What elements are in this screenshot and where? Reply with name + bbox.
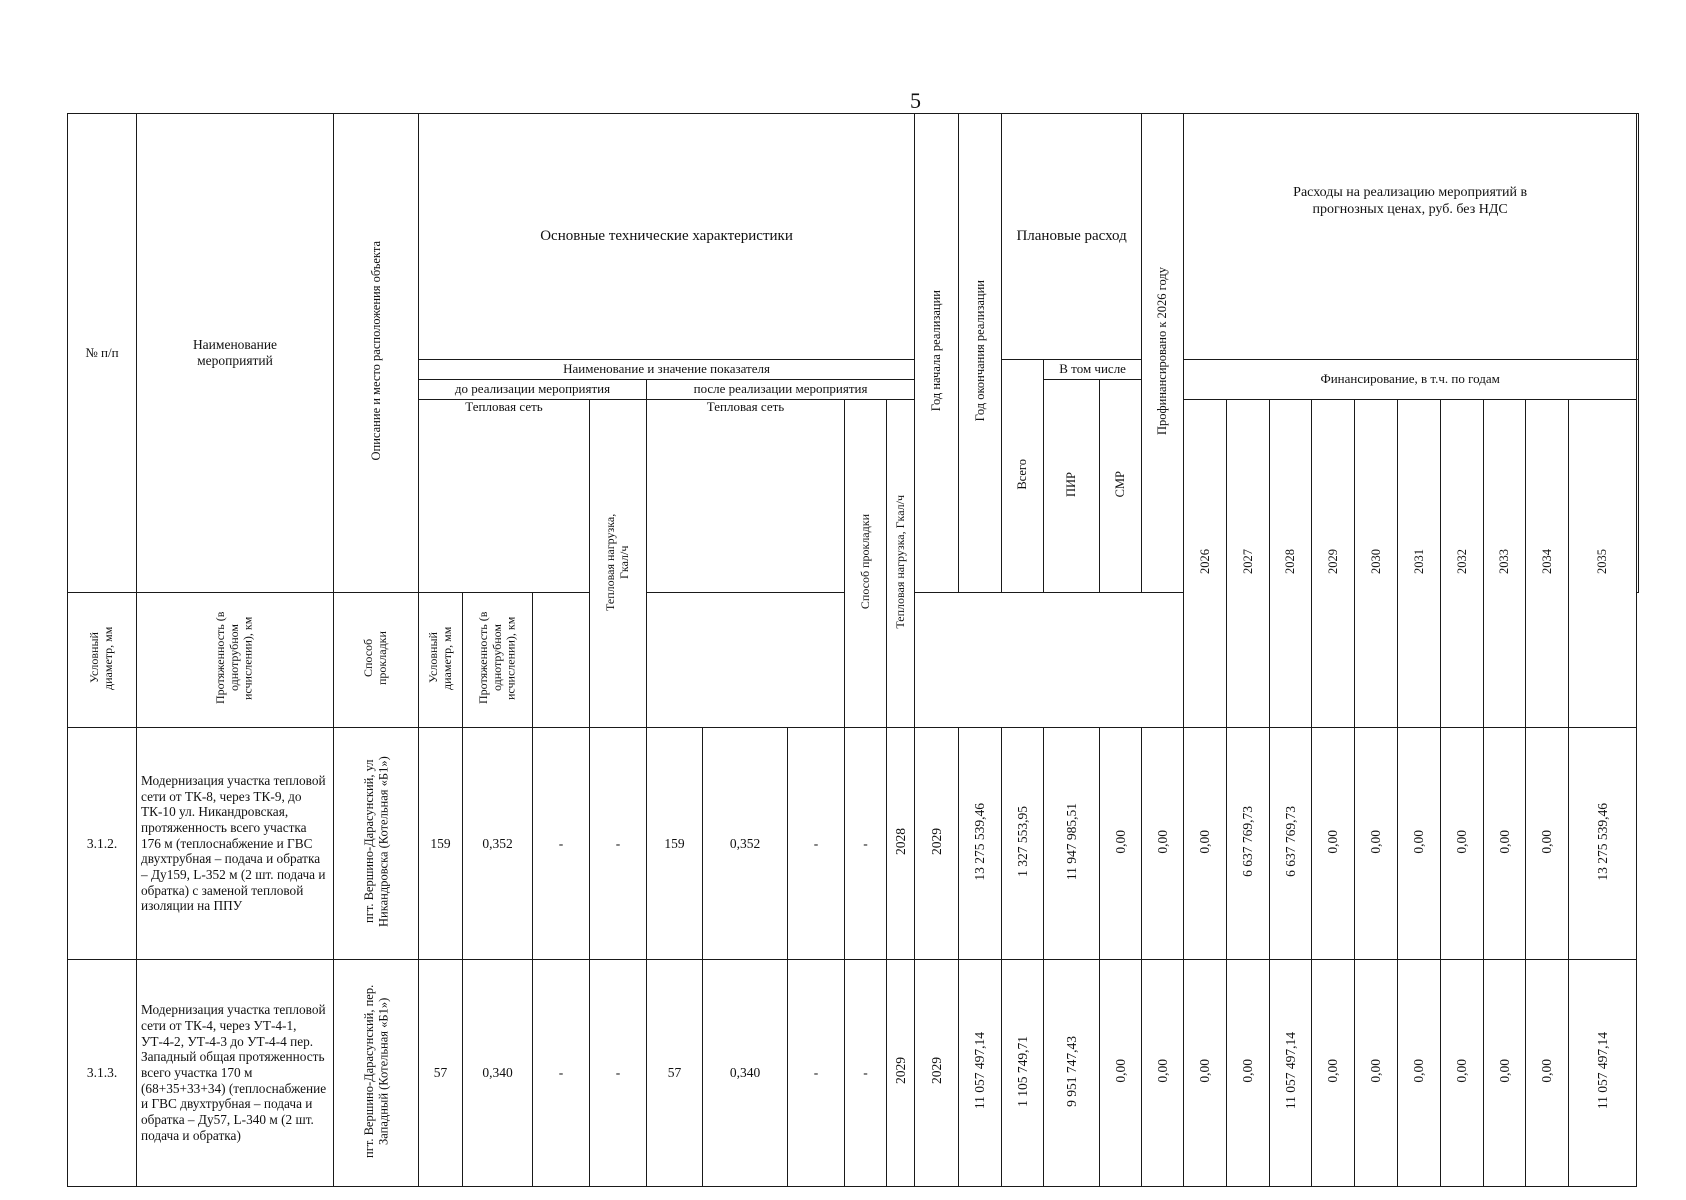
cell-pir-text: 1 327 553,95 xyxy=(1014,806,1030,877)
header-year-text: 2032 xyxy=(1454,549,1469,574)
header-expenses xyxy=(1184,114,1637,360)
header-total xyxy=(1002,360,1044,593)
header-method-before-text: Способ прокладки xyxy=(361,631,389,685)
header-length-before-text: Протяженность (в однотрубном исчислении), км xyxy=(213,611,255,705)
header-load-before-text: Тепловая нагрузка, Гкал/ч xyxy=(603,512,631,611)
header-prefinanced xyxy=(1142,114,1184,593)
header-year-2033 xyxy=(1484,400,1526,728)
cell-prefinanced xyxy=(1100,959,1142,1186)
cell-year-value-text: 0,00 xyxy=(1368,1059,1384,1083)
header-diameter-before-text: Условный диаметр, мм xyxy=(87,626,115,690)
cell-year-value-text: 0,00 xyxy=(1368,829,1384,854)
cell-year-value xyxy=(1312,727,1355,959)
header-smr-text: СМР xyxy=(1113,470,1128,498)
header-profit xyxy=(1637,360,1639,593)
cell-total xyxy=(959,959,1002,1186)
header-expenses-text: Расходы на реализацию мероприятий в прогнозных ценах, руб. без НДС xyxy=(1293,185,1528,217)
cell-load-before: - xyxy=(590,727,647,959)
cell-year-value-text: 6 637 769,73 xyxy=(1240,806,1256,877)
cell-smr-text: 9 951 747,43 xyxy=(1063,1035,1079,1107)
header-after: после реализации мероприятия xyxy=(647,380,915,400)
cell-year-value xyxy=(1355,959,1398,1186)
header-length-after xyxy=(463,593,533,728)
header-prefinanced-text: Профинансировано к 2026 году xyxy=(1155,267,1170,436)
cell-year-start xyxy=(887,727,915,959)
cell-len-before: 0,352 xyxy=(463,727,533,959)
header-year-2027 xyxy=(1227,400,1270,728)
cell-profit xyxy=(1569,959,1637,1186)
cell-year-value xyxy=(1484,959,1526,1186)
header-length-before xyxy=(137,593,334,728)
row-location xyxy=(334,959,419,1186)
cell-d-before: 57 xyxy=(419,959,463,1186)
cell-year-value-text: 0,00 xyxy=(1496,1059,1512,1083)
row-location xyxy=(334,727,419,959)
investment-table xyxy=(67,113,1639,1187)
cell-year-value-text: 0,00 xyxy=(1197,1059,1213,1083)
header-name-text: Наименование мероприятий xyxy=(192,337,278,368)
cell-year-start xyxy=(887,959,915,1186)
cell-load-after: - xyxy=(845,959,887,1186)
header-indicator: Наименование и значение показателя xyxy=(419,360,915,380)
cell-method-before: - xyxy=(533,727,590,959)
cell-smr xyxy=(1044,959,1100,1186)
header-year-text: 2034 xyxy=(1539,549,1554,574)
header-year-text: 2035 xyxy=(1595,549,1610,574)
header-load-after xyxy=(887,400,915,728)
header-financing: Финансирование, в т.ч. по годам xyxy=(1184,360,1637,400)
cell-year-end xyxy=(915,959,959,1186)
cell-year-value xyxy=(1270,959,1312,1186)
cell-pir xyxy=(1002,959,1044,1186)
cell-year-value xyxy=(1398,727,1441,959)
cell-profit-text: 11 057 497,14 xyxy=(1594,1032,1610,1110)
header-num: № п/п xyxy=(68,114,137,593)
cell-prefinanced xyxy=(1100,727,1142,959)
cell-year-value xyxy=(1526,727,1569,959)
cell-year-value xyxy=(1184,727,1227,959)
header-smr xyxy=(1100,380,1142,593)
cell-year-value-text: 0,00 xyxy=(1325,1059,1341,1083)
header-sources xyxy=(1637,114,1639,360)
cell-len-after: 0,352 xyxy=(703,727,788,959)
header-year-text: 2028 xyxy=(1283,549,1298,574)
header-year-2031 xyxy=(1398,400,1441,728)
header-year-2034 xyxy=(1526,400,1569,728)
cell-total xyxy=(959,727,1002,959)
header-profit-text xyxy=(1637,399,1638,549)
header-pir xyxy=(1044,380,1100,593)
cell-year-value-text: 0,00 xyxy=(1539,829,1555,854)
cell-year-value-text: 0,00 xyxy=(1154,829,1170,854)
cell-year-value xyxy=(1270,727,1312,959)
row-location-text: пгт. Вершино-Дарасунский, ул Никандровска (Котельная «Б1») xyxy=(361,756,390,927)
header-year-2032 xyxy=(1441,400,1484,728)
cell-year-value xyxy=(1526,959,1569,1186)
header-year-2035 xyxy=(1569,400,1637,728)
cell-year-value xyxy=(1398,959,1441,1186)
header-year-start-text: Год начала реализации xyxy=(929,290,944,412)
header-name xyxy=(137,114,334,593)
cell-load-after: - xyxy=(845,727,887,959)
cell-year-value xyxy=(1484,727,1526,959)
header-load-before xyxy=(590,400,647,728)
cell-year-value-text: 0,00 xyxy=(1154,1059,1170,1083)
header-year-text: 2026 xyxy=(1197,549,1212,574)
header-including: В том числе xyxy=(1044,360,1142,380)
header-year-text: 2027 xyxy=(1240,549,1255,574)
cell-year-value xyxy=(1184,959,1227,1186)
header-diameter-after xyxy=(419,593,463,728)
cell-smr-text: 11 947 985,51 xyxy=(1063,802,1079,881)
cell-year-value-text: 0,00 xyxy=(1411,1059,1427,1083)
header-sources-text xyxy=(1637,120,1638,350)
row-name: Модернизация участка тепловой сети от ТК-8, через ТК-9, до ТК-10 ул. Никандровская, протяженность всего участка 176 м (теплоснабжение и ГВС двухтрубная – подача и обратка – Ду159, L-352 м (2 шт. подача и обратка) с заменой тепловой изоляции на ППУ xyxy=(137,727,334,959)
cell-total-text: 13 275 539,46 xyxy=(972,802,988,881)
cell-year-start-text: 2029 xyxy=(892,1057,908,1085)
cell-year-value-text: 0,00 xyxy=(1411,829,1427,854)
cell-year-value-text: 0,00 xyxy=(1454,1059,1470,1083)
cell-method-before: - xyxy=(533,959,590,1186)
header-year-text: 2029 xyxy=(1325,549,1340,574)
row-location-text: пгт. Вершино-Дарасунский, пер. Западный (Котельная «Б1») xyxy=(361,984,390,1158)
header-pir-text: ПИР xyxy=(1064,471,1079,497)
cell-pir-text: 1 105 749,71 xyxy=(1014,1035,1030,1107)
header-heat-net-after: Тепловая сеть xyxy=(647,400,845,593)
table-row xyxy=(68,959,1639,1186)
cell-year-value xyxy=(1142,959,1184,1186)
cell-prefinanced-text: 0,00 xyxy=(1112,1059,1128,1083)
header-tech: Основные технические характеристики xyxy=(419,114,915,360)
row-num: 3.1.2. xyxy=(68,727,137,959)
header-before: до реализации мероприятия xyxy=(419,380,647,400)
cell-year-value-text: 0,00 xyxy=(1454,829,1470,854)
cell-year-value-text: 0,00 xyxy=(1496,829,1512,854)
header-load-after-text: Тепловая нагрузка, Гкал/ч xyxy=(892,494,907,629)
row-num: 3.1.3. xyxy=(68,959,137,1186)
header-diameter-before xyxy=(68,593,137,728)
cell-year-end xyxy=(915,727,959,959)
cell-method-after: - xyxy=(788,959,845,1186)
cell-year-value xyxy=(1227,959,1270,1186)
cell-prefinanced-text: 0,00 xyxy=(1112,829,1128,854)
header-year-text: 2033 xyxy=(1497,549,1512,574)
cell-year-value xyxy=(1441,959,1484,1186)
cell-smr xyxy=(1044,727,1100,959)
cell-year-value xyxy=(1355,727,1398,959)
cell-total-text: 11 057 497,14 xyxy=(972,1032,988,1110)
header-location-text: Описание и место расположения объекта xyxy=(368,241,383,461)
cell-year-value-text: 6 637 769,73 xyxy=(1282,806,1298,877)
header-year-2030 xyxy=(1355,400,1398,728)
header-diameter-after-text: Условный диаметр, мм xyxy=(425,626,454,690)
cell-year-start-text: 2028 xyxy=(892,827,908,855)
cell-profit-text: 13 275 539,46 xyxy=(1594,802,1610,881)
row-name: Модернизация участка тепловой сети от ТК-4, через УТ-4-1, УТ-4-2, УТ-4-3 до УТ-4-4 пер. Западный общая протяженность всего участка 170 м (68+35+33+34) (теплоснабжение и ГВС двухтрубная – подача и обратка – Ду57, L-340 м (2 шт. подача и обратка) xyxy=(137,959,334,1186)
table-row xyxy=(68,727,1639,959)
cell-load-before: - xyxy=(590,959,647,1186)
cell-d-before: 159 xyxy=(419,727,463,959)
cell-profit xyxy=(1569,727,1637,959)
cell-year-value-text: 0,00 xyxy=(1325,829,1341,854)
cell-year-value xyxy=(1227,727,1270,959)
header-heat-net-before: Тепловая сеть xyxy=(419,400,590,593)
cell-year-value xyxy=(1312,959,1355,1186)
header-length-after-text: Протяженность (в однотрубном исчислении), км xyxy=(475,611,518,705)
header-location xyxy=(334,114,419,593)
cell-method-after: - xyxy=(788,727,845,959)
cell-d-after: 57 xyxy=(647,959,703,1186)
cell-year-end-text: 2029 xyxy=(928,1057,944,1085)
header-method-before xyxy=(334,593,419,728)
cell-year-value-text: 11 057 497,14 xyxy=(1282,1032,1298,1110)
header-year-2029 xyxy=(1312,400,1355,728)
header-year-text: 2030 xyxy=(1368,549,1383,574)
cell-year-value xyxy=(1142,727,1184,959)
cell-year-end-text: 2029 xyxy=(928,827,944,855)
header-year-2026 xyxy=(1184,400,1227,728)
cell-d-after: 159 xyxy=(647,727,703,959)
header-total-text: Всего xyxy=(1015,458,1030,490)
header-year-end-text: Год окончания реализации xyxy=(972,280,987,422)
header-planned: Плановые расход xyxy=(1002,114,1142,360)
cell-year-value xyxy=(1441,727,1484,959)
cell-year-value-text: 0,00 xyxy=(1539,1059,1555,1083)
page-number: 5 xyxy=(910,88,921,113)
cell-pir xyxy=(1002,727,1044,959)
cell-len-after: 0,340 xyxy=(703,959,788,1186)
header-method-after-text: Способ прокладки xyxy=(857,513,872,610)
header-method-after xyxy=(845,400,887,728)
header-year-start xyxy=(915,114,959,593)
cell-len-before: 0,340 xyxy=(463,959,533,1186)
cell-year-value-text: 0,00 xyxy=(1197,829,1213,854)
header-row-1 xyxy=(68,114,1639,360)
cell-year-value-text: 0,00 xyxy=(1240,1059,1256,1083)
header-year-end xyxy=(959,114,1002,593)
header-year-2028 xyxy=(1270,400,1312,728)
header-year-text: 2031 xyxy=(1411,549,1426,574)
